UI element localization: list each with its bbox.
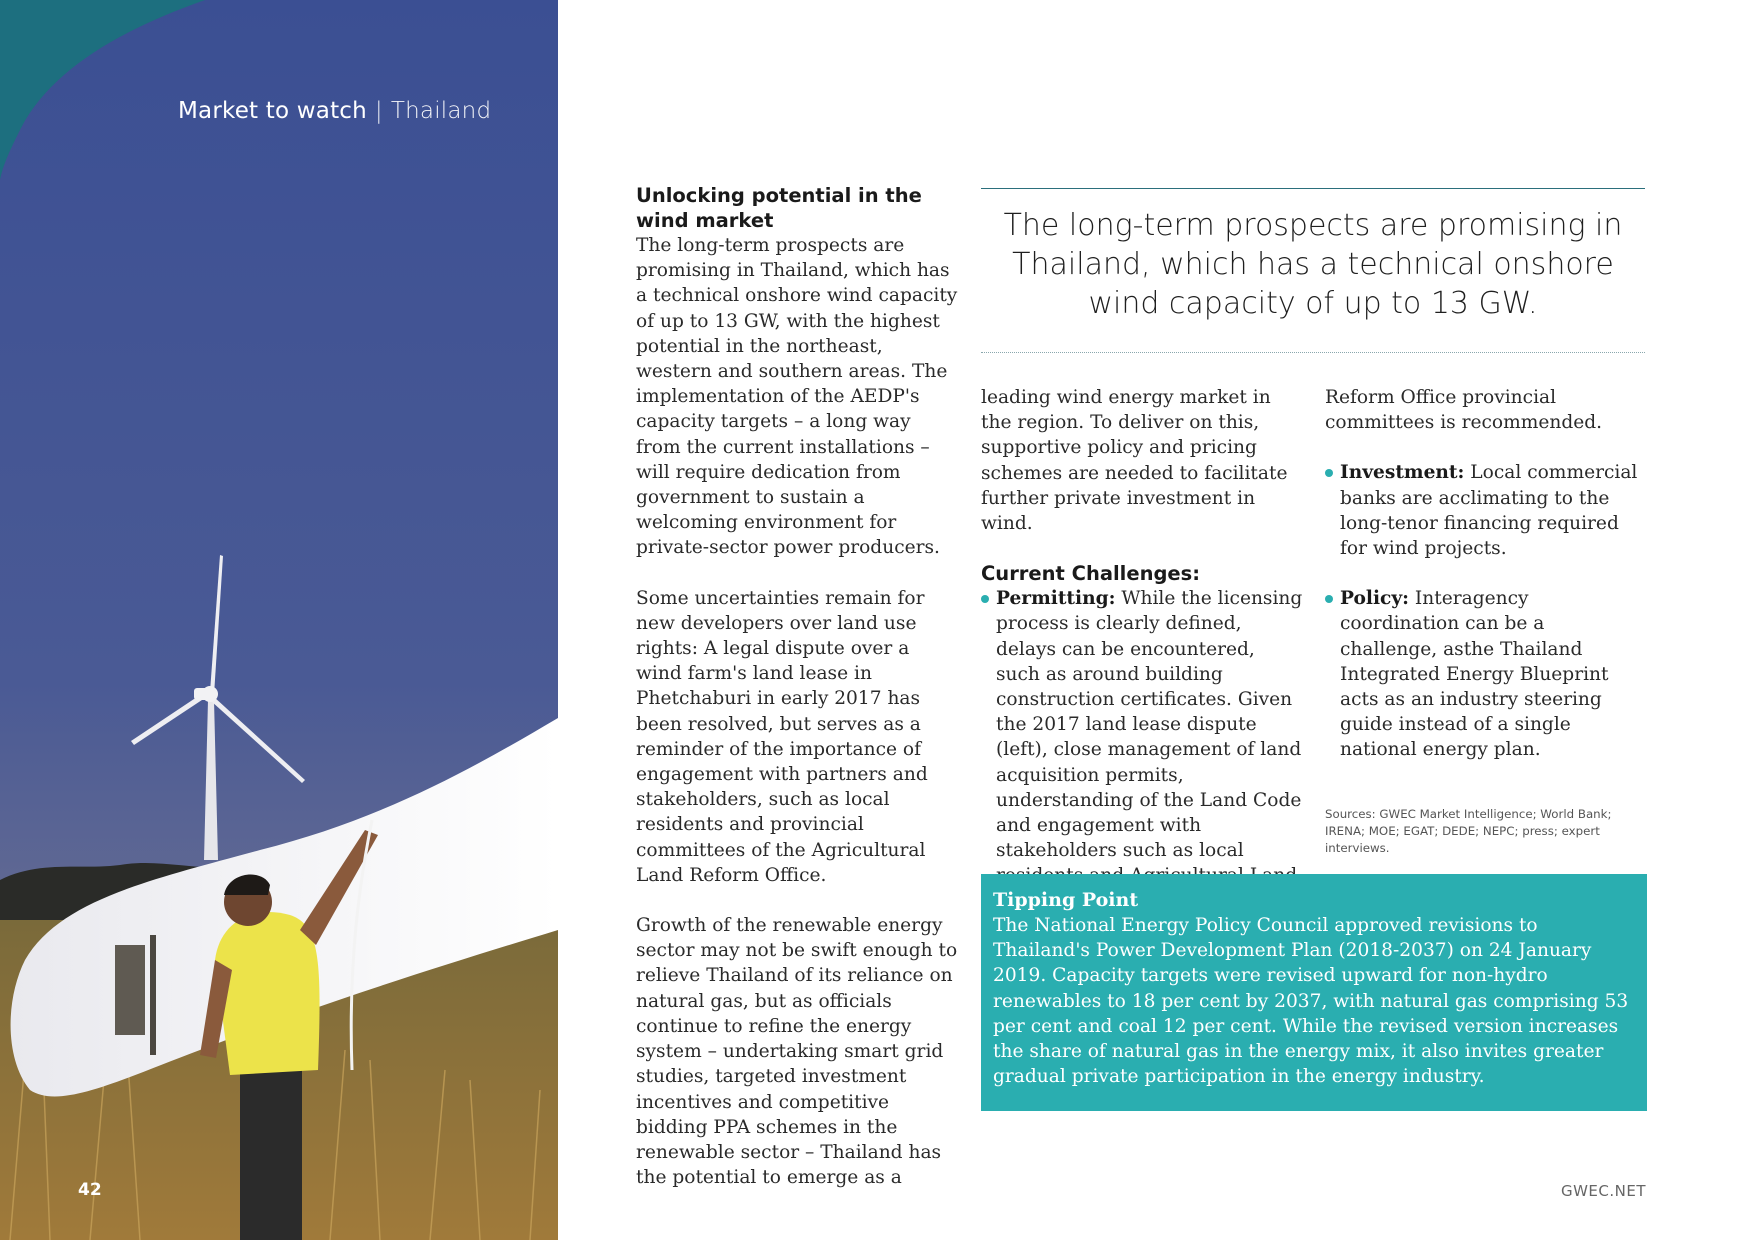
article-column-3: [1325, 385, 1645, 788]
pull-quote: The long-term prospects are promising in Thailand, which has a technical onshore wind capacity of up to 13 GW.: [1003, 208, 1623, 321]
hero-photo: [0, 0, 558, 1240]
bullet-investment: [1325, 460, 1645, 561]
bullet-permitting: [981, 586, 1303, 888]
challenges-heading: Current Challenges:: [981, 562, 1201, 586]
section-label: [178, 98, 491, 124]
bullet-text: While the licensing process is clearly defined, delays can be encountered, such as around building construction certificates. Given the 2017 land lease dispute (left), close management of land acquisition permits, understanding of the Land Code and engagement with stakeholders such as local: [996, 588, 1303, 862]
paragraph: Some uncertainties remain for new developers over land use rights: A legal dispute over a wind farm's land lease in Phetchaburi in early 2017 has been resolved, but serves as a reminder of the importance of engagement with partners and stakeholders, such as local residents and provincial committees of the Agricultural Land Reform Office.: [636, 587, 928, 886]
sources-note: Sources: GWEC Market Intelligence; World Bank; IRENA; MOE; EGAT; DEDE; NEPC; press; expert interviews.: [1325, 807, 1612, 855]
bullet-policy: [1325, 586, 1645, 762]
bullet-label: Investment:: [1340, 462, 1465, 484]
tipping-point-box: [981, 874, 1647, 1111]
article-column-1: [636, 183, 958, 1215]
paragraph: Growth of the renewable energy sector may not be swift enough to relieve Thailand of its reliance on natural gas, but as officials continue to refine the energy system – undertaking smart grid studies, targeted investment incentives and competitive bidding PPA schemes in the renewable sector – Thailand has the potential to emerge as a: [636, 915, 958, 1189]
wind-turbine-photo: [0, 0, 558, 1240]
section-country: Thailand: [390, 98, 492, 124]
article-column-2: [981, 385, 1303, 914]
article-heading: Unlocking potential in the wind market: [636, 184, 922, 232]
quote-rule-bottom: [981, 352, 1645, 353]
bullet-text: Interagency coordination can be a challenge, asthe Thailand Integrated Energy Blueprint acts as an industry steering guide instead of a single national energy plan.: [1340, 588, 1609, 761]
paragraph: leading wind energy market in the region. To deliver on this, supportive policy and pricing schemes are needed to facilitate further private investment in wind.: [981, 387, 1288, 535]
tipping-point-body: The National Energy Policy Council approved revisions to Thailand's Power Development Plan (2018-2037) on 24 January 2019. Capacity targets were revised upward for non-hydro renewables to 18 per cent by 2037, with natural gas comprising 53 per cent and coal 12 per cent. While the revised version increases the share of natural gas in the energy mix, it also invites greater gradual private participation in the energy industry.: [993, 915, 1629, 1088]
tipping-point-title: Tipping Point: [993, 889, 1139, 911]
paragraph: Reform Office provincial committees is recommended.: [1325, 387, 1603, 434]
bullet-label: Policy:: [1340, 588, 1410, 610]
paragraph: The long-term prospects are promising in Thailand, which has a technical onshore wind capacity of up to 13 GW, with the highest potential in the northeast, western and southern areas. The implementation of the AEDP's capacity targets – a long way from the current installations – will require dedication from government to sustain a welcoming environment for private-sector power producers.: [636, 235, 958, 559]
page-number: 42: [78, 1180, 102, 1200]
bullet-text: Local commercial banks are acclimating to the long-tenor financing required for wind projects.: [1340, 462, 1638, 560]
site-url[interactable]: GWEC.NET: [1560, 1182, 1646, 1200]
section-separator: |: [374, 98, 383, 124]
bullet-label: Permitting:: [996, 588, 1116, 610]
section-title: Market to watch: [178, 98, 367, 124]
quote-rule-top: [981, 188, 1645, 189]
